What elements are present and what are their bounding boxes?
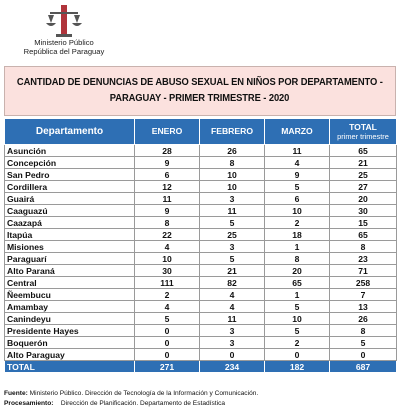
table-row	[5, 205, 397, 217]
enero-cell: 4	[135, 301, 200, 313]
dept-cell: Guairá	[5, 193, 135, 205]
table-row	[5, 253, 397, 265]
table-row	[5, 157, 397, 169]
source-text: Ministerio Público. Dirección de Tecnología de la Información y Comunicación.	[29, 390, 259, 397]
total-cell: 25	[330, 169, 397, 181]
title-line-2: PARAGUAY - PRIMER TRIMESTRE - 2020	[110, 93, 290, 104]
marzo-cell: 5	[265, 301, 330, 313]
enero-cell: 9	[135, 157, 200, 169]
febrero-cell: 10	[200, 169, 265, 181]
marzo-cell: 9	[265, 169, 330, 181]
marzo-cell: 10	[265, 313, 330, 325]
febrero-cell: 26	[200, 145, 265, 157]
total-cell: 27	[330, 181, 397, 193]
table-row	[5, 145, 397, 157]
table-row	[5, 181, 397, 193]
table-row	[5, 325, 397, 337]
scales-of-justice-icon	[45, 4, 83, 38]
total-cell: 71	[330, 265, 397, 277]
enero-cell: 5	[135, 313, 200, 325]
enero-cell: 8	[135, 217, 200, 229]
marzo-cell: 6	[265, 193, 330, 205]
dept-cell: Amambay	[5, 301, 135, 313]
table-row	[5, 193, 397, 205]
marzo-cell: 1	[265, 289, 330, 301]
total-cell: 65	[330, 229, 397, 241]
febrero-cell: 5	[200, 217, 265, 229]
dept-cell: Ñeembucu	[5, 289, 135, 301]
table-row	[5, 277, 397, 289]
total-cell: 26	[330, 313, 397, 325]
enero-cell: 0	[135, 337, 200, 349]
febrero-cell: 25	[200, 229, 265, 241]
enero-cell: 4	[135, 241, 200, 253]
total-cell: 8	[330, 325, 397, 337]
enero-cell: 22	[135, 229, 200, 241]
enero-cell: 0	[135, 349, 200, 361]
org-name: Ministerio Público	[34, 38, 94, 47]
enero-cell: 28	[135, 145, 200, 157]
dept-cell: Canindeyu	[5, 313, 135, 325]
table-row	[5, 229, 397, 241]
total-cell: 7	[330, 289, 397, 301]
febrero-cell: 234	[200, 361, 265, 373]
enero-cell: 12	[135, 181, 200, 193]
marzo-cell: 2	[265, 217, 330, 229]
dept-cell: Itapúa	[5, 229, 135, 241]
table-row	[5, 301, 397, 313]
febrero-cell: 3	[200, 193, 265, 205]
enero-cell: 6	[135, 169, 200, 181]
febrero-cell: 11	[200, 205, 265, 217]
total-cell: 65	[330, 145, 397, 157]
dept-cell: TOTAL	[5, 361, 135, 373]
table-total-row	[5, 361, 397, 373]
report-title	[4, 66, 396, 116]
table-row	[5, 337, 397, 349]
marzo-cell: 5	[265, 181, 330, 193]
column-header-total	[330, 119, 397, 145]
column-header-departamento: Departamento	[5, 119, 135, 145]
marzo-cell: 1	[265, 241, 330, 253]
table-row	[5, 349, 397, 361]
febrero-cell: 4	[200, 289, 265, 301]
total-cell: 5	[330, 337, 397, 349]
column-header-enero: ENERO	[135, 119, 200, 145]
dept-cell: Presidente Hayes	[5, 325, 135, 337]
ministerio-publico-logo	[0, 4, 128, 56]
marzo-cell: 2	[265, 337, 330, 349]
marzo-cell: 5	[265, 325, 330, 337]
enero-cell: 271	[135, 361, 200, 373]
total-cell: 258	[330, 277, 397, 289]
processing-label: Procesamiento:	[4, 400, 54, 407]
enero-cell: 30	[135, 265, 200, 277]
dept-cell: San Pedro	[5, 169, 135, 181]
febrero-cell: 8	[200, 157, 265, 169]
dept-cell: Alto Paraná	[5, 265, 135, 277]
processing-text: Dirección de Planificación. Departamento de Estadística	[60, 400, 226, 407]
marzo-cell: 11	[265, 145, 330, 157]
total-cell: 30	[330, 205, 397, 217]
dept-cell: Alto Paraguay	[5, 349, 135, 361]
total-cell: 21	[330, 157, 397, 169]
marzo-cell: 182	[265, 361, 330, 373]
table-row	[5, 289, 397, 301]
marzo-cell: 4	[265, 157, 330, 169]
total-cell: 13	[330, 301, 397, 313]
enero-cell: 0	[135, 325, 200, 337]
dept-cell: Asunción	[5, 145, 135, 157]
febrero-cell: 82	[200, 277, 265, 289]
febrero-cell: 3	[200, 241, 265, 253]
enero-cell: 111	[135, 277, 200, 289]
enero-cell: 10	[135, 253, 200, 265]
marzo-cell: 18	[265, 229, 330, 241]
column-header-total-sub: primer trimestre	[337, 131, 389, 141]
enero-cell: 2	[135, 289, 200, 301]
marzo-cell: 10	[265, 205, 330, 217]
dept-cell: Boquerón	[5, 337, 135, 349]
column-header-febrero: FEBRERO	[200, 119, 265, 145]
enero-cell: 9	[135, 205, 200, 217]
febrero-cell: 5	[200, 253, 265, 265]
total-cell: 8	[330, 241, 397, 253]
total-cell: 23	[330, 253, 397, 265]
column-header-total-label: TOTAL	[349, 121, 377, 132]
total-cell: 687	[330, 361, 397, 373]
total-cell: 15	[330, 217, 397, 229]
denuncias-table	[4, 118, 397, 373]
source-label: Fuente:	[4, 390, 28, 397]
title-line-1: CANTIDAD DE DENUNCIAS DE ABUSO SEXUAL EN NIÑOS POR DEPARTAMENTO -	[17, 77, 383, 88]
dept-cell: Misiones	[5, 241, 135, 253]
total-cell: 20	[330, 193, 397, 205]
source-note	[4, 389, 396, 399]
febrero-cell: 3	[200, 325, 265, 337]
total-cell: 0	[330, 349, 397, 361]
table-row	[5, 169, 397, 181]
marzo-cell: 65	[265, 277, 330, 289]
footnotes	[4, 389, 396, 409]
column-header-marzo: MARZO	[265, 119, 330, 145]
table-body	[5, 145, 397, 373]
febrero-cell: 4	[200, 301, 265, 313]
table-row	[5, 241, 397, 253]
enero-cell: 11	[135, 193, 200, 205]
febrero-cell: 0	[200, 349, 265, 361]
processing-note	[4, 399, 396, 409]
org-country: República del Paraguay	[23, 47, 105, 56]
febrero-cell: 3	[200, 337, 265, 349]
table-row	[5, 313, 397, 325]
marzo-cell: 8	[265, 253, 330, 265]
dept-cell: Paraguarí	[5, 253, 135, 265]
table-row	[5, 217, 397, 229]
marzo-cell: 0	[265, 349, 330, 361]
dept-cell: Cordillera	[5, 181, 135, 193]
febrero-cell: 21	[200, 265, 265, 277]
dept-cell: Caazapá	[5, 217, 135, 229]
dept-cell: Concepción	[5, 157, 135, 169]
marzo-cell: 20	[265, 265, 330, 277]
dept-cell: Central	[5, 277, 135, 289]
table-row	[5, 265, 397, 277]
febrero-cell: 10	[200, 181, 265, 193]
table-header-row	[5, 119, 397, 145]
dept-cell: Caaguazú	[5, 205, 135, 217]
febrero-cell: 11	[200, 313, 265, 325]
